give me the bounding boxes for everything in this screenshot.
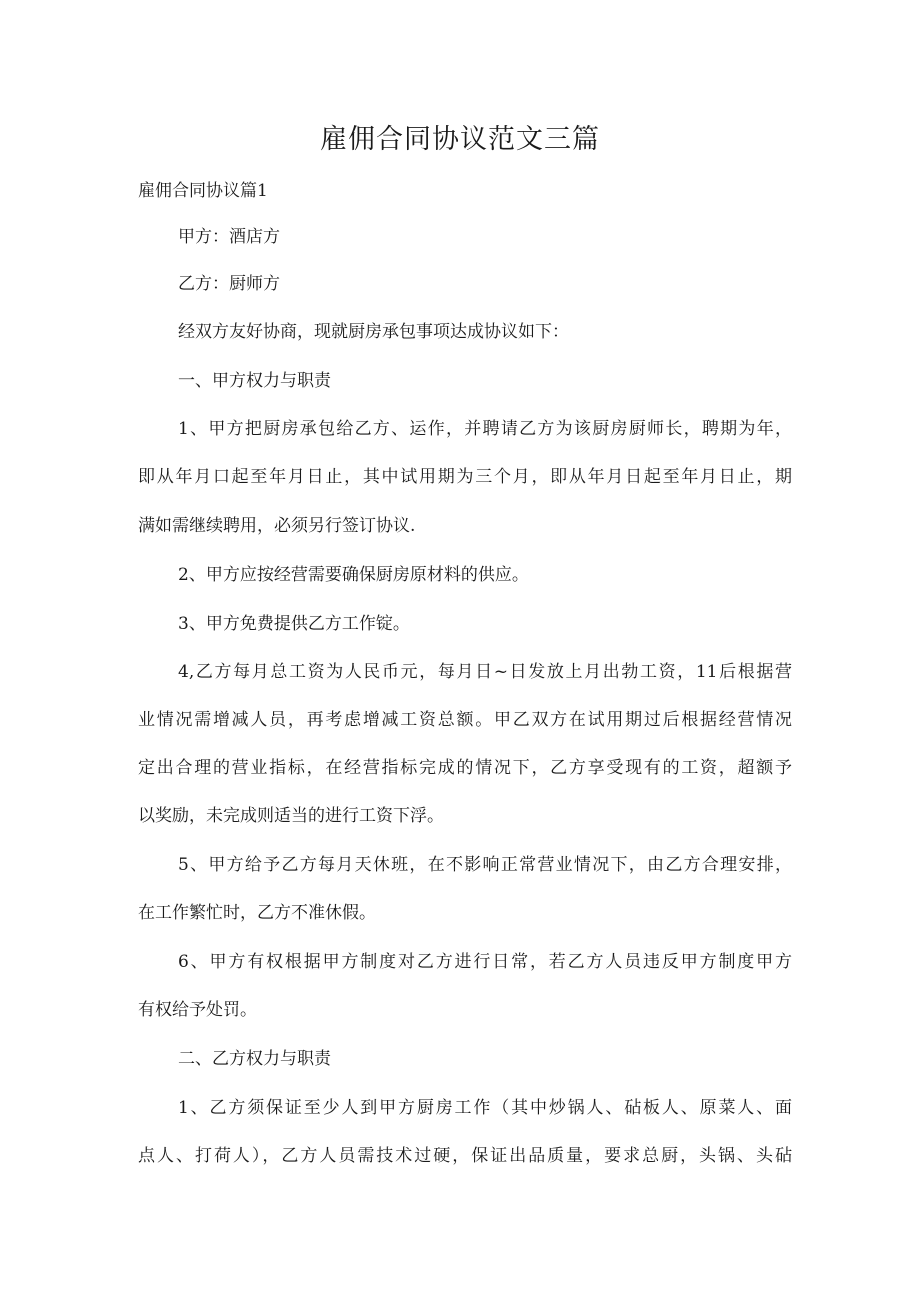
clause-4-line-4: 以奖励，未完成则适当的进行工资下浮。 [138,806,444,826]
document-title: 雇佣合同协议范文三篇 [320,124,600,155]
section-heading: 雇佣合同协议篇1 [138,181,268,201]
clause-b1-line-2: 点人、打荷人），乙方人员需技术过硬，保证出品质量，要求总厨，头锅、头砧 [138,1146,792,1166]
clause-1-line-1: 1、甲方把厨房承包给乙方、运作，并聘请乙方为该厨房厨师长，聘期为年， [178,419,792,439]
clause-2: 2、甲方应按经营需要确保厨房原材料的供应。 [178,565,529,585]
clause-6-line-2: 有权给予处罚。 [138,1000,257,1020]
party-a: 甲方：酒店方 [178,227,280,247]
clause-4-line-1: 4,乙方每月总工资为人民币元，每月日~日发放上月出勃工资，11后根据营 [178,662,792,682]
clause-b1-line-1: 1、乙方须保证至少人到甲方厨房工作（其中炒锅人、砧板人、原菜人、面 [178,1098,792,1118]
clause-1-line-3: 满如需继续聘用，必须另行签订协议. [138,516,416,536]
clause-4-line-3: 定出合理的营业指标，在经营指标完成的情况下，乙方享受现有的工资，超额予 [138,758,792,778]
clause-6-line-1: 6、甲方有权根据甲方制度对乙方进行日常，若乙方人员违反甲方制度甲方 [178,952,792,972]
party-b: 乙方：厨师方 [178,274,280,294]
clause-5-line-2: 在工作繁忙时，乙方不准休假。 [138,903,376,923]
heading-party-b-duties: 二、乙方权力与职责 [178,1049,331,1069]
clause-4-line-2: 业情况需增减人员，再考虑增减工资总额。甲乙双方在试用期过后根据经营情况 [138,710,792,730]
intro-paragraph: 经双方友好协商，现就厨房承包事项达成协议如下： [178,322,569,342]
heading-party-a-duties: 一、甲方权力与职责 [178,371,331,391]
clause-3: 3、甲方免费提供乙方工作锭。 [178,614,410,634]
clause-1-line-2: 即从年月口起至年月日止，其中试用期为三个月，即从年月日起至年月日止，期 [138,467,792,487]
clause-5-line-1: 5、甲方给予乙方每月天休班，在不影响正常营业情况下，由乙方合理安排， [178,855,792,875]
